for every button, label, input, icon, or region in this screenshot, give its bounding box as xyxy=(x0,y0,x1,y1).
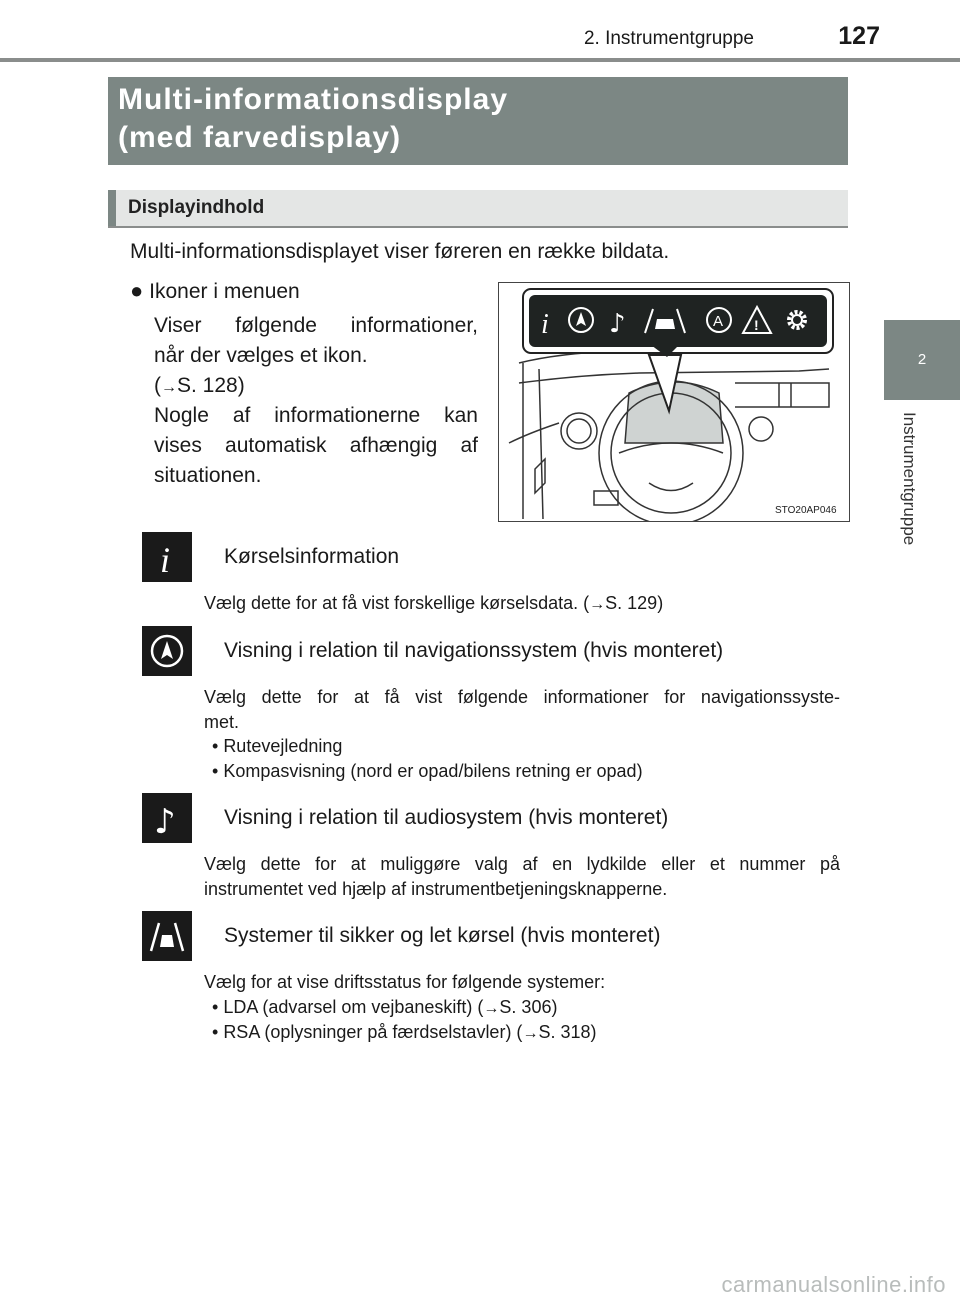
menu-icons-line2: når der vælges et ikon. xyxy=(154,344,368,367)
menu-icons-ref: (→S. 128) xyxy=(154,374,245,397)
svg-text:♪: ♪ xyxy=(609,309,626,339)
menu-icons-line4: Nogle af informationerne kan xyxy=(154,404,478,427)
item-desc-navigation-line2: met. xyxy=(204,712,240,732)
arrow-icon: → xyxy=(589,596,606,613)
item-desc-audio-line1: Vælg dette for at muliggøre valg af en lydkilde eller et nummer på xyxy=(204,854,840,874)
item-title-audio: Visning i relation til audiosystem (hvis monteret) xyxy=(224,806,669,829)
intro-text: Multi-informationsdisplayet viser føreren en række bildata. xyxy=(130,240,670,263)
section-title-banner xyxy=(108,77,848,165)
menu-icons-bullet xyxy=(130,278,300,304)
menu-icons-line1: Viser følgende informationer, xyxy=(154,314,478,337)
list-item: • Kompasvisning (nord er opad/bilens retning er opad) xyxy=(212,761,643,781)
subheading-bar xyxy=(108,190,848,228)
page-number: 127 xyxy=(838,22,880,50)
info-icon xyxy=(142,532,192,582)
menu-icons-line5: vises automatisk afhængig af xyxy=(154,434,478,457)
dashboard-illustration xyxy=(498,282,850,522)
svg-text:♪: ♪ xyxy=(154,802,176,842)
chapter-tab-label: Instrumentgruppe xyxy=(900,412,919,546)
item-desc-navigation-line1: Vælg dette for at få vist følgende informationer for navigationssyste- xyxy=(204,687,840,707)
subheading-accent xyxy=(108,190,116,226)
list-item: • Rutevejledning xyxy=(212,736,343,756)
chapter-tab-number: 2 xyxy=(917,351,927,368)
header-divider xyxy=(0,58,960,62)
arrow-icon: → xyxy=(483,1000,500,1017)
bullet-dot: ● xyxy=(130,278,144,303)
dashboard-drawing xyxy=(499,283,849,521)
info-icon xyxy=(541,309,549,340)
audio-icon xyxy=(609,309,626,339)
menu-icons-title: Ikoner i menuen xyxy=(149,280,300,303)
arrow-icon: → xyxy=(522,1025,539,1042)
item-desc-audio-line2: instrumentet ved hjælp af instrumentbetjeningsknapperne. xyxy=(204,879,668,899)
svg-text:!: ! xyxy=(754,317,759,333)
subheading-text: Displayindhold xyxy=(128,197,265,218)
item-title-navigation: Visning i relation til navigationssystem (hvis monteret) xyxy=(224,639,724,662)
menu-icons-line6: situationen. xyxy=(154,464,262,487)
svg-text:i: i xyxy=(541,309,549,340)
figure-code: STO20AP046 xyxy=(775,505,837,516)
driving-assist-icon xyxy=(142,911,192,961)
page-header xyxy=(0,0,960,62)
section-title-line2: (med farvedisplay) xyxy=(118,121,402,154)
navigation-icon xyxy=(142,626,192,676)
arrow-icon: → xyxy=(161,379,177,396)
list-item: • LDA (advarsel om vejbaneskift) (→S. 306) xyxy=(212,997,558,1017)
list-item: • RSA (oplysninger på færdselstavler) (→S. 318) xyxy=(212,1022,597,1042)
section-title-line1: Multi-informationsdisplay xyxy=(118,83,509,116)
item-desc-driving-assist: Vælg for at vise driftsstatus for følgende systemer: xyxy=(204,972,606,992)
chapter-tab[interactable] xyxy=(884,320,960,400)
audio-icon xyxy=(142,793,192,843)
chapter-title: 2. Instrumentgruppe xyxy=(583,28,754,49)
item-desc-driving-info: Vælg dette for at få vist forskellige kørselsdata. (→S. 129) xyxy=(204,593,664,613)
watermark: carmanualsonline.info xyxy=(721,1272,946,1297)
svg-text:A: A xyxy=(713,313,724,330)
svg-text:i: i xyxy=(160,540,171,580)
item-title-driving-info: Kørselsinformation xyxy=(224,545,400,568)
item-title-driving-assist: Systemer til sikker og let kørsel (hvis monteret) xyxy=(224,924,661,947)
